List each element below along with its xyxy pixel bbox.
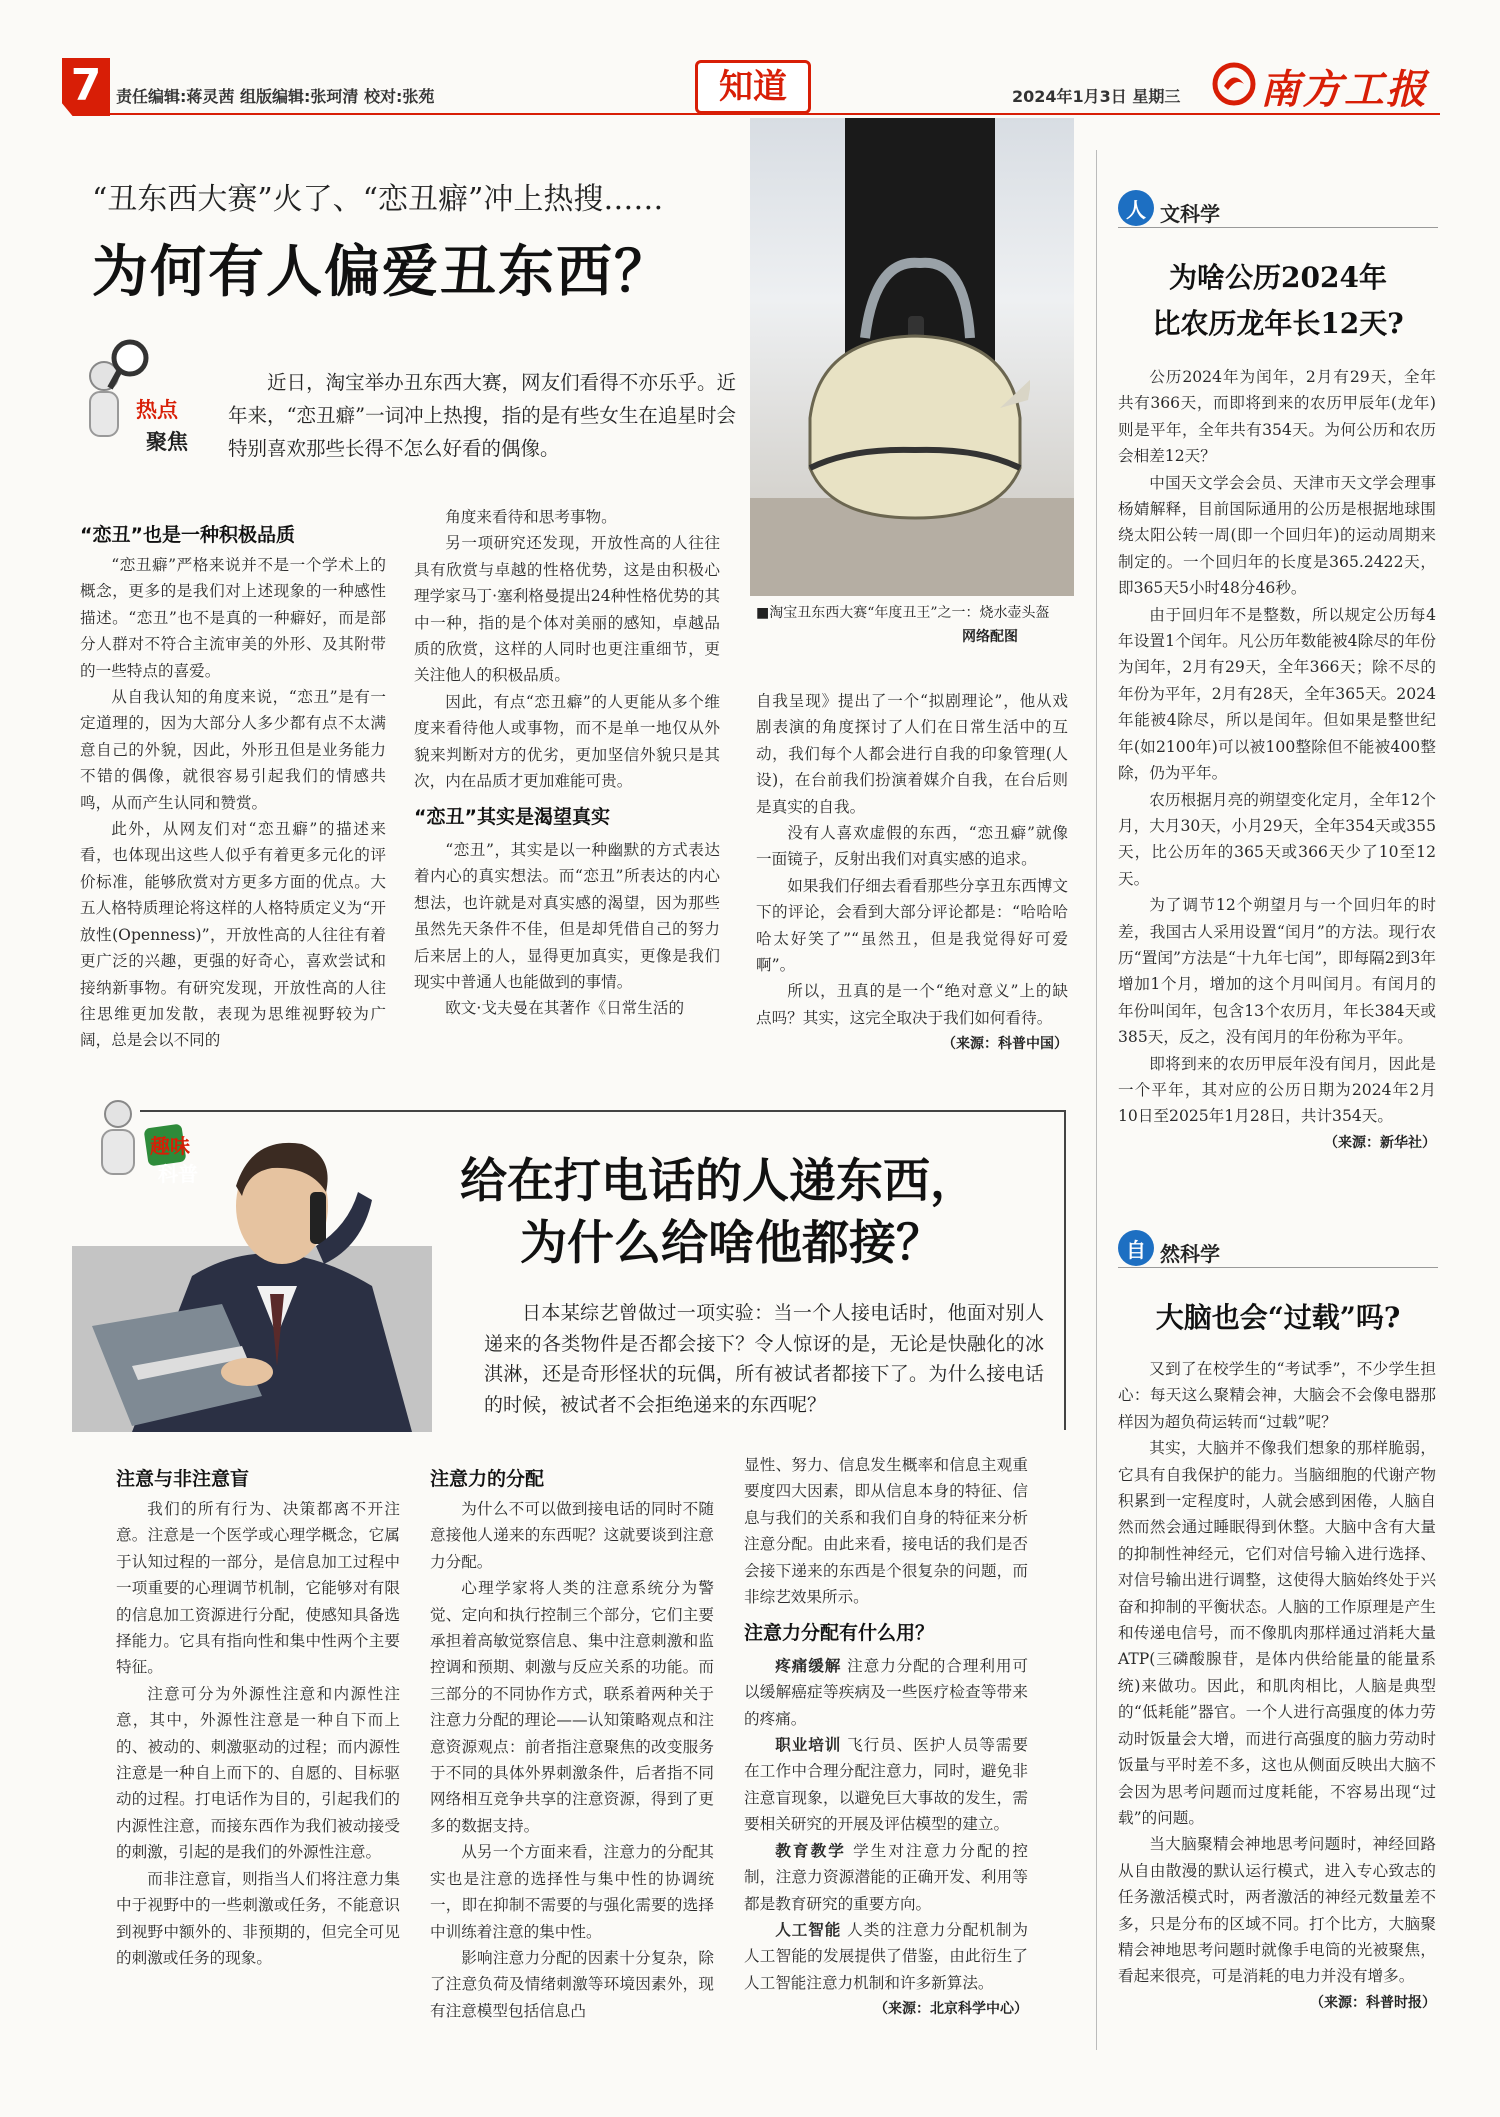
header-rule xyxy=(110,113,1440,115)
newspaper-logo: 南方工报 xyxy=(1260,66,1428,113)
article1-col2-heading: “恋丑”其实是渴望真实 xyxy=(414,806,610,829)
hot-focus-tag xyxy=(78,336,198,456)
article1-kicker: “丑东西大赛”火了、“恋丑癖”冲上热搜…… xyxy=(92,182,664,217)
article2-title-line1: 给在打电话的人递东西， xyxy=(460,1154,977,1209)
photo-credit: 网络配图 xyxy=(962,629,1018,645)
article2-lead: 日本某综艺曾做过一项实验：当一个人接电话时，他面对别人递来的各类物件是否都会接下？令人惊讶的是，无论是快融化的冰淇淋，还是奇形怪状的玩偶，所有被试者都接下了。为什么接电话的时候，被试者不会拒绝递来的东西呢？ xyxy=(484,1302,1044,1416)
article1-col3 xyxy=(756,688,1068,1058)
humanities-section: 文科学 xyxy=(1160,202,1220,226)
article2-col1 xyxy=(116,1496,400,1971)
paragraph: 角度来看待和思考事物。 xyxy=(445,508,617,526)
nature-section: 然科学 xyxy=(1160,1242,1220,1266)
article2-col3 xyxy=(744,1452,1028,2023)
sidebar-divider xyxy=(1096,150,1097,2050)
list-item xyxy=(744,1732,1028,1838)
fun-science-figure-icon xyxy=(90,1098,146,1184)
nature-badge: 自 xyxy=(1118,1230,1154,1266)
paragraph: “恋丑”，其实是以一种幽默的方式表达着内心的真实想法。而“恋丑”所表达的内心想法，也许就是对真实感的渴望，因为那些虽然先天条件不佳，但是却凭借自己的努力后来居上的人，显得更加真实，更像是我们现实中普通人也能做到的事情。 xyxy=(414,840,720,991)
paragraph: “恋丑癖”严格来说并不是一个学术上的概念，更多的是我们对上述现象的一种感性描述。“恋丑”也不是真的一种癖好，而是部分人群对不符合主流审美的外形、及其附带的一些特点的喜爱。 xyxy=(80,556,386,680)
issue-date: 2024年1月3日 星期三 xyxy=(1012,87,1181,106)
item-label: 教育教学 xyxy=(775,1841,846,1860)
paragraph: 此外，从网友们对“恋丑癖”的描述来看，也体现出这些人似乎有着更多元化的评价标准，能够欣赏对方更多方面的优点。大五人格特质理论将这样的人格特质定义为“开放性(Openness)”，开放性高的人往往有着更广泛的兴趣，更强的好奇心，喜欢尝试和接纳新事物。有研究发现，开放性高的人往往思维更加发散，表现为思维视野较为广阔，总是会以不同的 xyxy=(80,820,386,1050)
paragraph: 从自我认知的角度来说，“恋丑”是有一定道理的，因为大部分人多少都有点不太满意自己的外貌，因此，外形丑但是业务能力不错的偶像，就很容易引起我们的情感共鸣，从而产生认同和赞赏。 xyxy=(80,688,386,812)
paragraph: 没有人喜欢虚假的东西，“恋丑癖”就像一面镜子，反射出我们对真实感的追求。 xyxy=(756,824,1068,869)
editors-line: 责任编辑:蒋灵茜 组版编辑:张珂清 校对:张苑 xyxy=(116,87,435,106)
item-text: 人类的注意力分配机制为人工智能的发展提供了借鉴，由此衍生了人工智能注意力机制和许多新算法。 xyxy=(744,1920,1028,1992)
sidebar2-body xyxy=(1118,1356,1436,2016)
item-label: 人工智能 xyxy=(775,1920,842,1939)
sidebar2-source: （来源：科普时报） xyxy=(1310,1994,1436,2011)
paragraph: 因此，有点“恋丑癖”的人更能从多个维度来看待他人或事物，而不是单一地仅从外貌来判断对方的优劣，更加坚信外貌只是其次，内在品质才更加难能可贵。 xyxy=(414,692,720,791)
sidebar1-body xyxy=(1118,364,1436,1156)
paragraph: 公历2024年为闰年，2月有29天，全年共有366天，而即将到来的农历甲辰年(龙年)则是平年，全年共有354天。为何公历和农历会相差12天？ xyxy=(1118,368,1436,466)
tag-science: 科普 xyxy=(158,1162,198,1186)
paragraph: 由于回归年不是整数，所以规定公历每4年设置1个闰年。凡公历年数能被4除尽的年份为闰年，2月有29天，全年366天；除不尽的年份为平年，2月有28天，全年365天。2024年能被4除尽，所以是闰年。但如果是整世纪年(如2100年)可以被100整除但不能被400整除，仍为平年。 xyxy=(1118,605,1436,783)
sidebar2-title: 大脑也会“过载”吗? xyxy=(1155,1301,1401,1334)
item-text: 注意力分配的合理利用可以缓解癌症等疾病及一些医疗检查等带来的疼痛。 xyxy=(744,1656,1028,1728)
item-label: 疼痛缓解 xyxy=(775,1656,842,1675)
paragraph: 即将到来的农历甲辰年没有闰月，因此是一个平年，其对应的公历日期为2024年2月10日至2025年1月28日，共计354天。 xyxy=(1118,1054,1436,1126)
paragraph: 心理学家将人类的注意系统分为警觉、定向和执行控制三个部分，它们主要承担着高敏觉察信息、集中注意刺激和监控调和预期、刺激与反应关系的功能。而三部分的不同协作方式，联系着两种关于注意力分配的理论——认知策略观点和注意资源观点：前者指注意聚焦的改变服务于不同的具体外界刺激条件，后者指不同网络相互竞争共享的注意资源，得到了更多的数据支持。 xyxy=(430,1579,714,1835)
kettle-helmet-icon xyxy=(770,218,1030,538)
paragraph: 从另一个方面来看，注意力的分配其实也是注意的选择性与集中性的协调统一，即在抑制不需要的与强化需要的选择中训练着注意的集中性。 xyxy=(430,1843,714,1941)
page-number: 7 xyxy=(70,60,102,111)
list-item xyxy=(744,1917,1028,1996)
article1-col1 xyxy=(80,552,386,1054)
article2-source: （来源：北京科学中心） xyxy=(874,2001,1028,2018)
article2-col2-heading: 注意力的分配 xyxy=(430,1468,545,1490)
logo-swirl-icon xyxy=(1212,62,1256,106)
section-title: 知道 xyxy=(719,67,787,107)
paragraph: 其实，大脑并不像我们想象的那样脆弱，它具有自我保护的能力。当脑细胞的代谢产物积累到一定程度时，人就会感到困倦，人脑自然而然会通过睡眠得到休整。大脑中含有大量的抑制性神经元，它们对信号输入进行选择、对信号输出进行调整，这使得大脑始终处于兴奋和抑制的平衡状态。人脑的工作原理是产生和传递电信号，而不像肌肉那样通过消耗大量ATP(三磷酸腺苷，是体内供给能量的能量系统)来做功。因此，和肌肉相比，人脑是典型的“低耗能”器官。一个人进行高强度的体力劳动时饭量会大增，而进行高强度的脑力劳动时饭量与平时差不多，这也从侧面反映出大脑不会因为思考问题而过度耗能，不容易出现“过载”的问题。 xyxy=(1118,1439,1436,1827)
item-text: 飞行员、医护人员等需要在工作中合理分配注意力，同时，避免非注意盲现象，以避免巨大事故的发生，需要相关研究的开展及评估模型的建立。 xyxy=(744,1736,1028,1834)
paragraph: 我们的所有行为、决策都离不开注意。注意是一个医学或心理学概念，它属于认知过程的一部分，是信息加工过程中一项重要的心理调节机制，它能够对有限的信息加工资源进行分配，使感知具备选择能力。它具有指向性和集中性两个主要特征。 xyxy=(116,1500,400,1677)
article1-col2 xyxy=(414,504,720,1022)
photo-caption: ■淘宝丑东西大赛“年度丑王”之一：烧水壶头盔 xyxy=(756,605,1050,621)
item-label: 职业培训 xyxy=(775,1736,842,1755)
paragraph: 欧文·戈夫曼在其著作《日常生活的 xyxy=(445,999,685,1018)
masthead xyxy=(0,0,1500,120)
humanities-badge: 人 xyxy=(1118,190,1154,226)
paragraph: 所以，丑真的是一个“绝对意义”上的缺点吗？其实，这完全取决于我们如何看待。 xyxy=(756,982,1068,1027)
paragraph: 中国天文学会会员、天津市天文学会理事杨婧解释，目前国际通用的公历是根据地球围绕太阳公转一周(即一个回归年)的运动周期来制定的。一个回归年的长度是365.2422天，即365天5小时48分46秒。 xyxy=(1118,473,1436,598)
sidebar1-title-line2: 比农历龙年长12天? xyxy=(1152,307,1404,340)
paragraph: 另一项研究还发现，开放性高的人往往具有欣赏与卓越的性格优势，这是由积极心理学家马丁·塞利格曼提出24种性格优势的其中一种，指的是个体对美丽的感知，卓越品质的欣赏，这样的人同时也更注重细节，更关注他人的积极品质。 xyxy=(414,534,720,685)
paragraph: 当大脑聚精会神地思考问题时，神经回路从自由散漫的默认运行模式，进入专心致志的任务激活模式时，两者激活的神经元数量差不多，只是分布的区域不同。打个比方，大脑聚精会神地思考问题时就像手电筒的光被聚焦，看起来很亮，可是消耗的电力并没有增多。 xyxy=(1118,1835,1436,1986)
paragraph: 如果我们仔细去看看那些分享丑东西博文下的评论，会看到大部分评论都是：“哈哈哈哈太好笑了”“虽然丑，但是我觉得好可爱啊”。 xyxy=(756,876,1068,975)
article1-title: 为何有人偏爱丑东西？ xyxy=(92,240,672,305)
nature-rule xyxy=(1118,1267,1438,1268)
article2-illustration xyxy=(72,1096,432,1432)
paragraph: 农历根据月亮的朔望变化定月，全年12个月，大月30天，小月29天，全年354天或355天，比公历年的365天或366天少了10至12天。 xyxy=(1118,790,1436,888)
paragraph: 为什么不可以做到接电话的同时不随意接他人递来的东西呢？这就要谈到注意力分配。 xyxy=(430,1500,714,1571)
item-text: 学生对注意力分配的控制，注意力资源潜能的正确开发、利用等都是教育研究的重要方向。 xyxy=(744,1841,1028,1913)
article2-title-line2: 为什么给啥他都接？ xyxy=(520,1216,943,1271)
paragraph: 又到了在校学生的“考试季”，不少学生担心：每天这么聚精会神，大脑会不会像电器那样因为超负荷运转而“过载”呢？ xyxy=(1118,1360,1436,1431)
article1-lead: 近日，淘宝举办丑东西大赛，网友们看得不亦乐乎。近年来，“恋丑癖”一词冲上热搜，指的是有些女生在追星时会特别喜欢那些长得不怎么好看的偶像。 xyxy=(228,371,736,460)
paragraph: 注意可分为外源性注意和内源性注意，其中，外源性注意是一种自下而上的、被动的、刺激驱动的过程；而内源性注意是一种自上而下的、自愿的、目标驱动的过程。打电话作为目的，引起我们的内源性注意，而接东西作为我们被动接受的刺激，引起的是我们的外源性注意。 xyxy=(116,1684,400,1862)
sidebar1-title-line1: 为啥公历2024年 xyxy=(1169,261,1387,294)
article2-col3-heading: 注意力分配有什么用？ xyxy=(744,1622,935,1645)
paragraph: 为了调节12个朔望月与一个回归年的时差，我国古人采用设置“闰月”的方法。现行农历“置闰”方法是“十九年七闰”，即每隔2到3年增加1个月，增加的这个月叫闰月。有闰月的年份叫闰年，包含13个农历月，年长384天或385天，反之，没有闰月的年份称为平年。 xyxy=(1118,896,1436,1047)
tag-hot: 热点 xyxy=(136,398,178,422)
article1-photo xyxy=(750,118,1074,596)
article2-col1-heading: 注意与非注意盲 xyxy=(116,1468,250,1490)
list-item xyxy=(744,1838,1028,1917)
paragraph: 自我呈现》提出了一个“拟剧理论”，他从戏剧表演的角度探讨了人们在日常生活中的互动，我们每个人都会进行自我的印象管理(人设)，在台前我们扮演着媒介自我，在台后则是真实的自我。 xyxy=(756,692,1068,816)
paragraph: 显性、努力、信息发生概率和信息主观重要度四大因素，即从信息本身的特征、信息与我们的关系和我们自身的特征来分析注意分配。由此来看，接电话的我们是否会接下递来的东西是个很复杂的问题，而非综艺效果所示。 xyxy=(744,1456,1028,1607)
humanities-rule xyxy=(1118,227,1438,228)
article2-col2 xyxy=(430,1496,714,2024)
list-item xyxy=(744,1653,1028,1732)
tag-focus: 聚焦 xyxy=(146,430,188,454)
paragraph: 而非注意盲，则指当人们将注意力集中于视野中的一些刺激或任务，不能意识到视野中额外的、非预期的，但完全可见的刺激或任务的现象。 xyxy=(116,1869,400,1967)
sidebar1-source: （来源：新华社） xyxy=(1324,1134,1436,1151)
paragraph: 影响注意力分配的因素十分复杂，除了注意负荷及情绪刺激等环境因素外，现有注意模型包括信息凸 xyxy=(430,1948,714,2020)
article1-col1-heading: “恋丑”也是一种积极品质 xyxy=(80,524,295,546)
article1-source: （来源：科普中国） xyxy=(942,1036,1068,1053)
tag-fun: 趣味 xyxy=(150,1134,190,1158)
